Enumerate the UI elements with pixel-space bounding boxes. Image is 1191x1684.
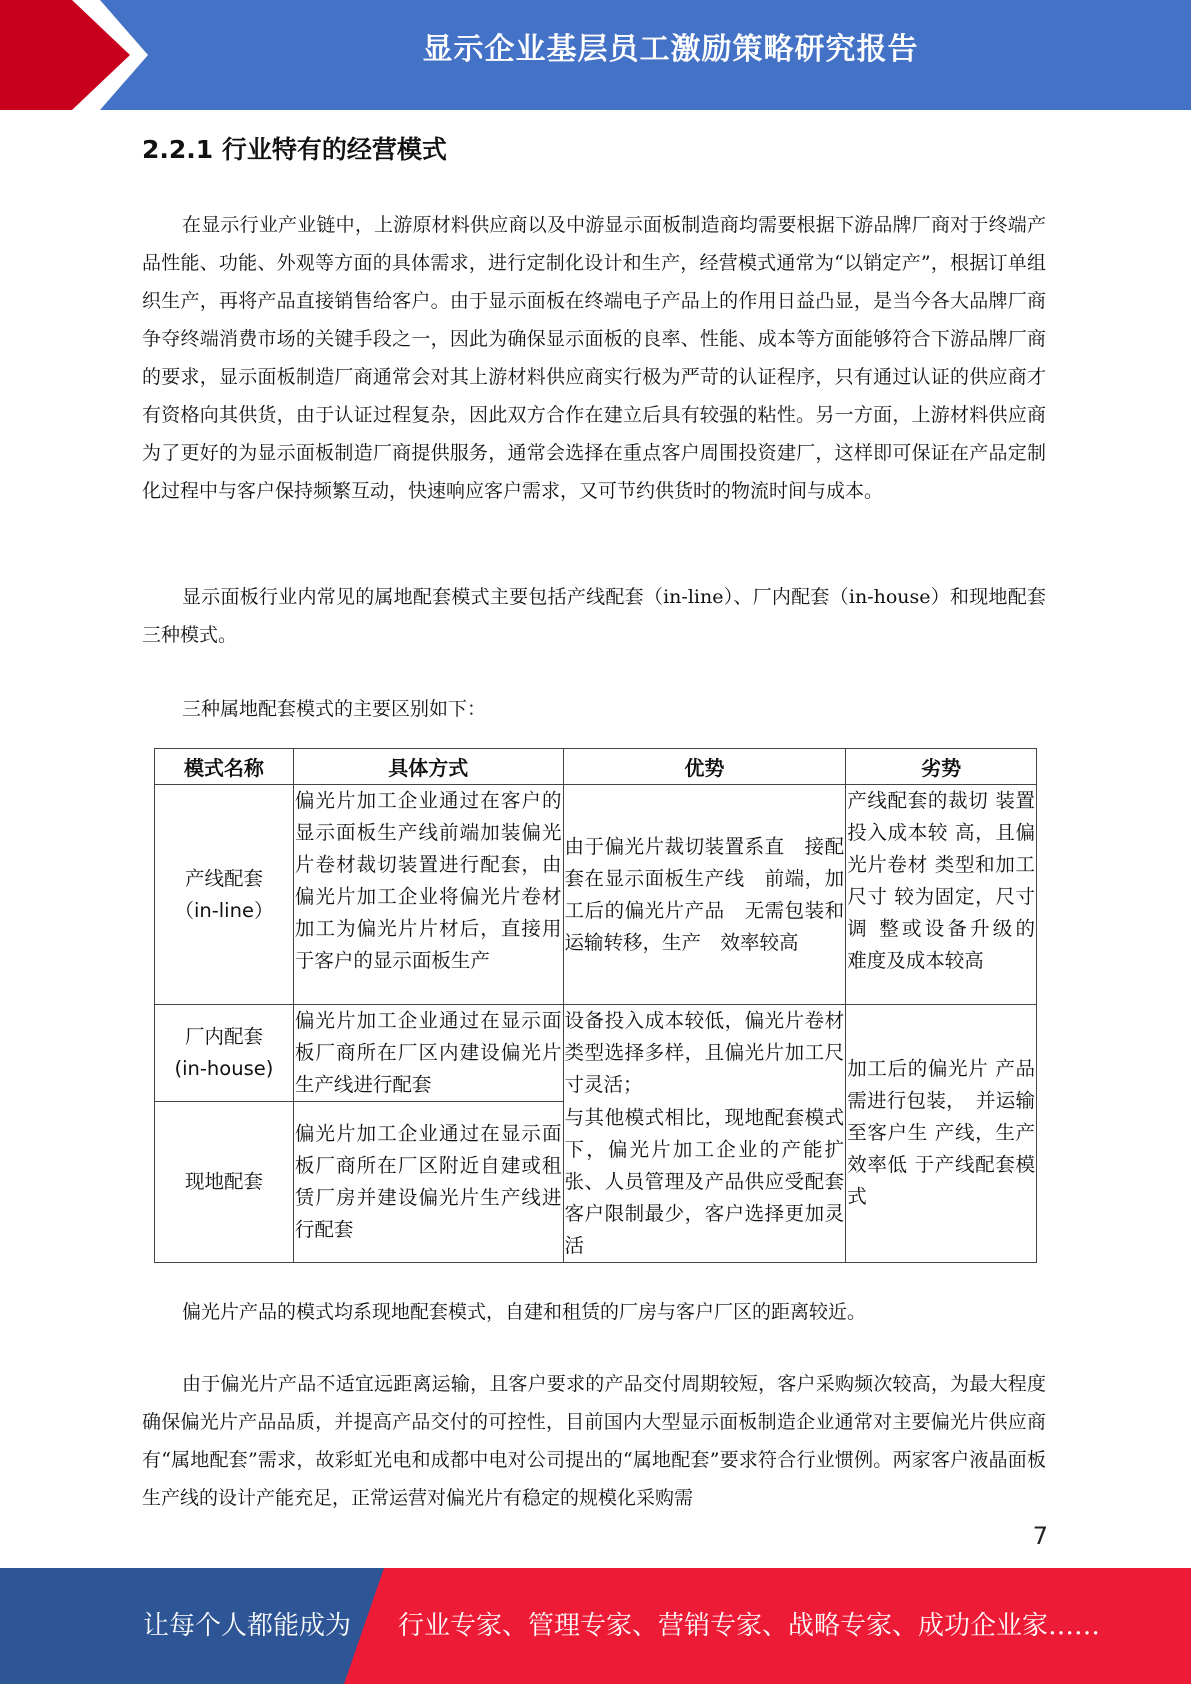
table-row: [155, 785, 1037, 1005]
mode-name-cell: [155, 1102, 294, 1263]
table-header-cell: 模式名称: [155, 749, 294, 785]
mode-name-cell: [155, 1005, 294, 1102]
page-footer: [0, 1568, 1191, 1684]
method-cell: 偏光片加工企业通过在客户的显示面板生产线前端加装偏光片卷材裁切装置进行配套，由偏光片加工企业将偏光片卷材加工为偏光片片材后，直接用于客户的显示面板生产: [293, 785, 563, 1005]
table-header-cell: 具体方式: [293, 749, 563, 785]
advantage-cell: 设备投入成本较低，偏光片卷材类型选择多样，且偏光片加工尺寸灵活；: [563, 1005, 846, 1102]
disadvantage-cell: 加工后的偏光片 产品需进行包装， 并运输至客户生 产线，生产效率低 于产线配套模式: [846, 1005, 1037, 1263]
paragraph-polarizer-mode: 偏光片产品的模式均系现地配套模式，自建和租赁的厂房与客户厂区的距离较近。: [182, 1301, 867, 1323]
footer-slogan-left: 让每个人都能成为: [143, 1611, 352, 1641]
paragraph-modes-intro: 显示面板行业内常见的属地配套模式主要包括产线配套（in-line）、厂内配套（in-house）和现地配套三种模式。: [142, 586, 1046, 646]
table-header-cell: 劣势: [846, 749, 1037, 785]
footer-slogan-right: 行业专家、管理专家、营销专家、战略专家、成功企业家……: [398, 1611, 1101, 1641]
page-header: [0, 0, 1191, 110]
advantage-cell: 由于偏光片裁切装置系直 接配套在显示面板生产线 前端，加工后的偏光片产品 无需包装和运输转移，生产 效率较高: [563, 785, 846, 1005]
method-cell: 偏光片加工企业通过在显示面板厂商所在厂区附近自建或租赁厂房并建设偏光片生产线进行配套: [293, 1102, 563, 1263]
mode-name: 产线配套: [184, 866, 263, 890]
advantage-cell: 与其他模式相比，现地配套模式下，偏光片加工企业的产能扩张、人员管理及产品供应受配套客户限制最少，客户选择更加灵活: [563, 1102, 846, 1263]
disadvantage-cell: 产线配套的裁切 装置投入成本较 高，且偏光片卷材 类型和加工尺寸 较为固定，尺寸调 整或设备升级的 难度及成本较高: [846, 785, 1037, 1005]
paragraph-business-model: 在显示行业产业链中，上游原材料供应商以及中游显示面板制造商均需要根据下游品牌厂商对于终端产品性能、功能、外观等方面的具体需求，进行定制化设计和生产，经营模式通常为“以销定产”，根据订单组织生产，再将产品直接销售给客户。由于显示面板在终端电子产品上的作用日益凸显，是当今各大品牌厂商争夺终端消费市场的关键手段之一，因此为确保显示面板的良率、性能、成本等方面能够符合下游品牌厂商的要求，显示面板制造厂商通常会对其上游材料供应商实行极为严苛的认证程序，只有通过认证的供应商才有资格向其供货，由于认证过程复杂，因此双方合作在建立后具有较强的粘性。另一方面，上游材料供应商为了更好的为显示面板制造厂商提供服务，通常会选择在重点客户周围投资建厂，这样即可保证在产品定制化过程中与客户保持频繁互动，快速响应客户需求，又可节约供货时的物流时间与成本。: [142, 214, 1046, 502]
header-arrow-icon: [0, 0, 160, 110]
mode-name-sub: （in-line）: [174, 898, 274, 922]
mode-name-cell: [155, 785, 294, 1005]
section-heading: 2.2.1 行业特有的经营模式: [142, 135, 447, 164]
report-title: 显示企业基层员工激励策略研究报告: [422, 32, 919, 67]
mode-name: 现地配套: [184, 1169, 263, 1193]
table-header-row: [155, 749, 1037, 785]
method-cell: 偏光片加工企业通过在显示面板厂商所在厂区内建设偏光片生产线进行配套: [293, 1005, 563, 1102]
modes-table: [154, 748, 1037, 1263]
table-row: [155, 1005, 1037, 1102]
table-header-cell: 优势: [563, 749, 846, 785]
mode-name-sub: (in-house): [174, 1057, 274, 1080]
paragraph-local-supply: 由于偏光片产品不适宜远距离运输，且客户要求的产品交付周期较短，客户采购频次较高，为最大程度确保偏光片产品品质，并提高产品交付的可控性，目前国内大型显示面板制造企业通常对主要偏光片供应商有“属地配套”需求，故彩虹光电和成都中电对公司提出的“属地配套”要求符合行业惯例。两家客户液晶面板生产线的设计产能充足，正常运营对偏光片有稳定的规模化采购需: [142, 1373, 1046, 1509]
page-number: 7: [1032, 1522, 1048, 1550]
paragraph-table-intro: 三种属地配套模式的主要区别如下：: [182, 698, 487, 720]
mode-name: 厂内配套: [184, 1025, 263, 1048]
